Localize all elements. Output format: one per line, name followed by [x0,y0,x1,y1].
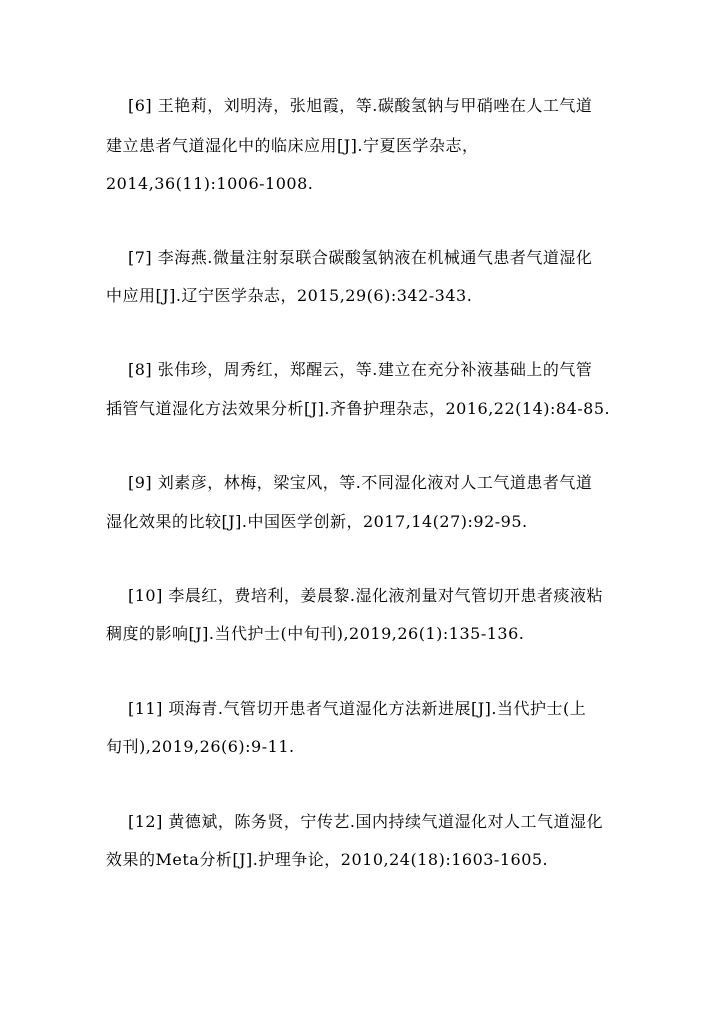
reference-line: 2014,36(11):1006-1008. [106,174,314,193]
reference-line: [10] 李晨红，费培利，姜晨黎.湿化液剂量对气管切开患者痰液粘 [128,586,604,605]
reference-line: [6] 王艳莉，刘明涛，张旭霞，等.碳酸氢钠与甲硝唑在人工气道 [128,96,593,115]
reference-line: 中应用[J].辽宁医学杂志，2015,29(6):342-343. [106,286,473,305]
reference-line: 稠度的影响[J].当代护士(中旬刊),2019,26(1):135-136. [106,624,525,643]
reference-line: [11] 项海青.气管切开患者气道湿化方法新进展[J].当代护士(上 [128,699,587,718]
reference-line: 插管气道湿化方法效果分析[J].齐鲁护理杂志，2016,22(14):84-85. [106,399,611,418]
reference-line: 建立患者气道湿化中的临床应用[J].宁夏医学杂志， [106,136,479,155]
reference-line: 效果的Meta分析[J].护理争论，2010,24(18):1603-1605. [106,850,549,869]
reference-line: 湿化效果的比较[J].中国医学创新，2017,14(27):92-95. [106,512,528,531]
reference-line: [8] 张伟珍，周秀红，郑醒云，等.建立在充分补液基础上的气管 [128,360,593,379]
reference-line: [12] 黄德斌，陈务贤，宁传艺.国内持续气道湿化对人工气道湿化 [128,812,604,831]
reference-line: [9] 刘素彦，林梅，梁宝风，等.不同湿化液对人工气道患者气道 [128,473,593,492]
reference-line: 旬刊),2019,26(6):9-11. [106,737,295,756]
reference-line: [7] 李海燕.微量注射泵联合碳酸氢钠液在机械通气患者气道湿化 [128,248,593,267]
